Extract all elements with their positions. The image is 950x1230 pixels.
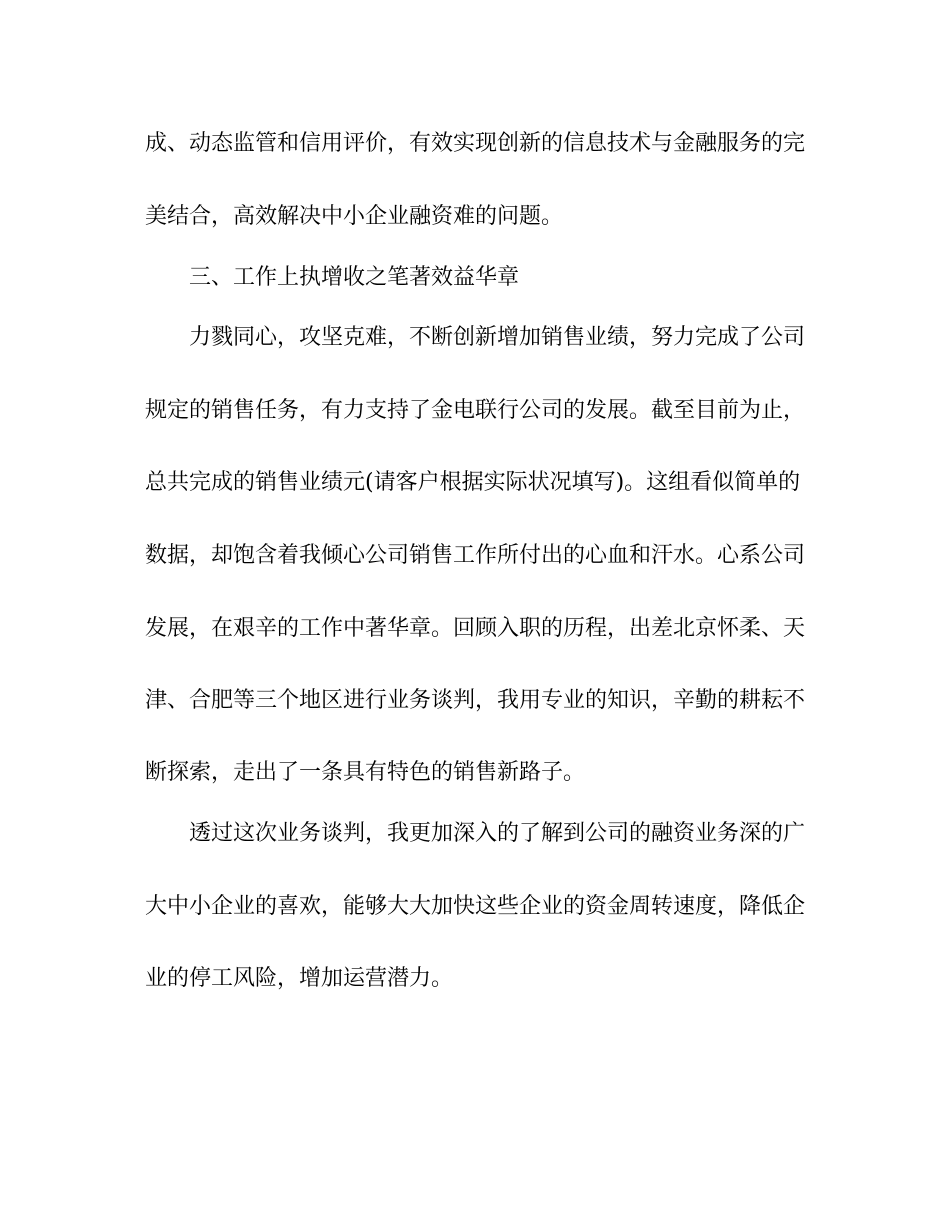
paragraph-line: 大中小企业的喜欢，能够大大加快这些企业的资金周转速度，降低企 bbox=[145, 894, 806, 919]
paragraph-line: 成、动态监管和信用评价，有效实现创新的信息技术与金融服务的完 bbox=[145, 131, 806, 156]
paragraph-line: 美结合，高效解决中小企业融资难的问题。 bbox=[145, 204, 564, 229]
paragraph-line: 规定的销售任务，有力支持了金电联行公司的发展。截至目前为止， bbox=[145, 398, 806, 423]
paragraph-line: 断探索，走出了一条具有特色的销售新路子。 bbox=[145, 760, 586, 785]
paragraph-line: 津、合肥等三个地区进行业务谈判，我用专业的知识，辛勤的耕耘不 bbox=[145, 688, 806, 713]
paragraph-line: 业的停工风险，增加运营潜力。 bbox=[145, 966, 454, 991]
paragraph-line: 透过这次业务谈判，我更加深入的了解到公司的融资业务深的广 bbox=[189, 821, 806, 846]
paragraph-line: 力戮同心，攻坚克难，不断创新增加销售业绩，努力完成了公司 bbox=[189, 325, 806, 350]
paragraph-line: 数据，却饱含着我倾心公司销售工作所付出的心血和汗水。心系公司 bbox=[145, 543, 806, 568]
paragraph-line: 发展，在艰辛的工作中著华章。回顾入职的历程，出差北京怀柔、天 bbox=[145, 616, 806, 641]
section-heading: 三、工作上执增收之笔著效益华章 bbox=[189, 265, 520, 290]
paragraph-line: 总共完成的销售业绩元(请客户根据实际状况填写)。这组看似简单的 bbox=[145, 470, 801, 495]
